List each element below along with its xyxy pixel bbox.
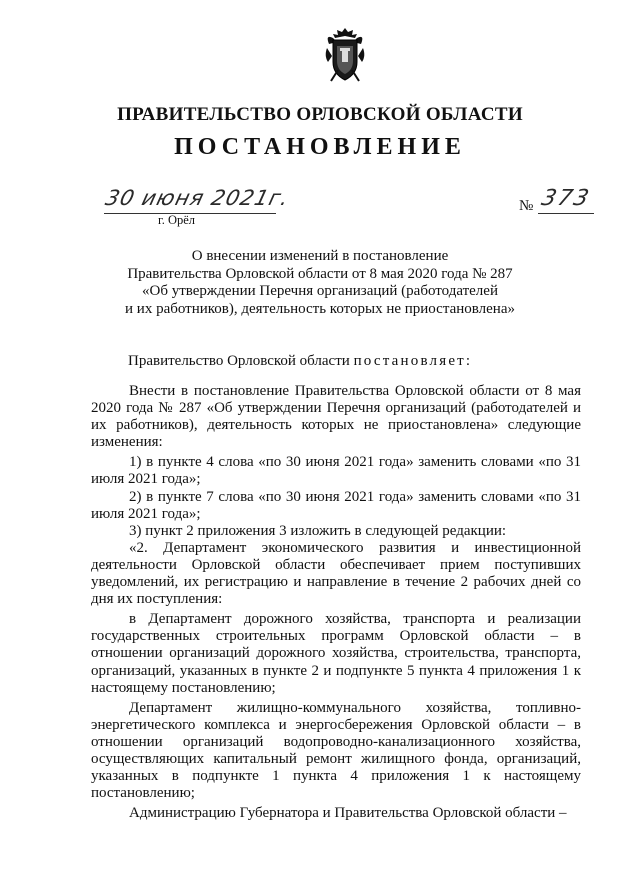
government-title: ПРАВИТЕЛЬСТВО ОРЛОВСКОЙ ОБЛАСТИ	[117, 104, 523, 125]
decree-verb: постановляет:	[353, 353, 473, 369]
number-sign: №	[519, 198, 534, 214]
paragraph: Администрацию Губернатора и Правительства Орловской области –	[129, 805, 567, 822]
document-subject	[0, 248, 640, 318]
subject-line: и их работников), деятельность которых не приостановлена»	[125, 300, 515, 317]
document-type-title: ПОСТАНОВЛЕНИЕ	[174, 134, 466, 160]
city-label: г. Орёл	[158, 213, 196, 227]
paragraph: Внести в постановление Правительства Орловской области от 8 мая 2020 года № 287 «Об утверждении Перечня организаций (работодателей и их работников), деятельность которых не приостановлена» следующие изменения:	[91, 383, 581, 451]
paragraph: Департамент жилищно-коммунального хозяйства, топливно-энергетического комплекса и энергосбережения Орловской области – в отношении организаций водопроводно-канализационного хозяйства, осуществляющих капитальный ремонт жилищного фонда, организаций, указанных в подпункте 1 пункта 4 приложения 1 к настоящему постановлению;	[91, 699, 581, 802]
subject-line: «Об утверждении Перечня организаций (работодателей	[142, 283, 498, 299]
decree-intro	[128, 353, 472, 370]
paragraph: 2) в пункте 7 слова «по 30 июня 2021 года» заменить словами «по 31 июля 2021 года»;	[91, 488, 581, 522]
paragraph: «2. Департамент экономического развития и инвестиционной деятельности Орловской области обеспечивает прием поступивших уведомлений, их регистрацию и направление в течение 2 рабочих дней со дня их поступления:	[91, 539, 581, 608]
handwritten-number: 373	[538, 186, 594, 211]
coat-of-arms-icon	[323, 26, 367, 84]
paragraph: 3) пункт 2 приложения 3 изложить в следующей редакции:	[129, 522, 507, 539]
subject-line: Правительства Орловской области от 8 мая 2020 года № 287	[127, 265, 513, 282]
paragraph: 1) в пункте 4 слова «по 30 июня 2021 года» заменить словами «по 31 июля 2021 года»;	[91, 454, 581, 488]
subject-line: О внесении изменений в постановление	[191, 248, 449, 264]
paragraph: в Департамент дорожного хозяйства, транспорта и реализации государственных строительных программ Орловской области – в отношении организаций дорожного хозяйства, строительства, транспорта, организаций, указанных в пункте 2 и подпункте 5 пункта 4 приложения 1 к настоящему постановлению;	[91, 611, 581, 696]
decree-body	[91, 383, 581, 822]
decree-intro-lead: Правительство Орловской области	[128, 353, 354, 369]
handwritten-date: 30 июня 2021г.	[103, 186, 292, 210]
